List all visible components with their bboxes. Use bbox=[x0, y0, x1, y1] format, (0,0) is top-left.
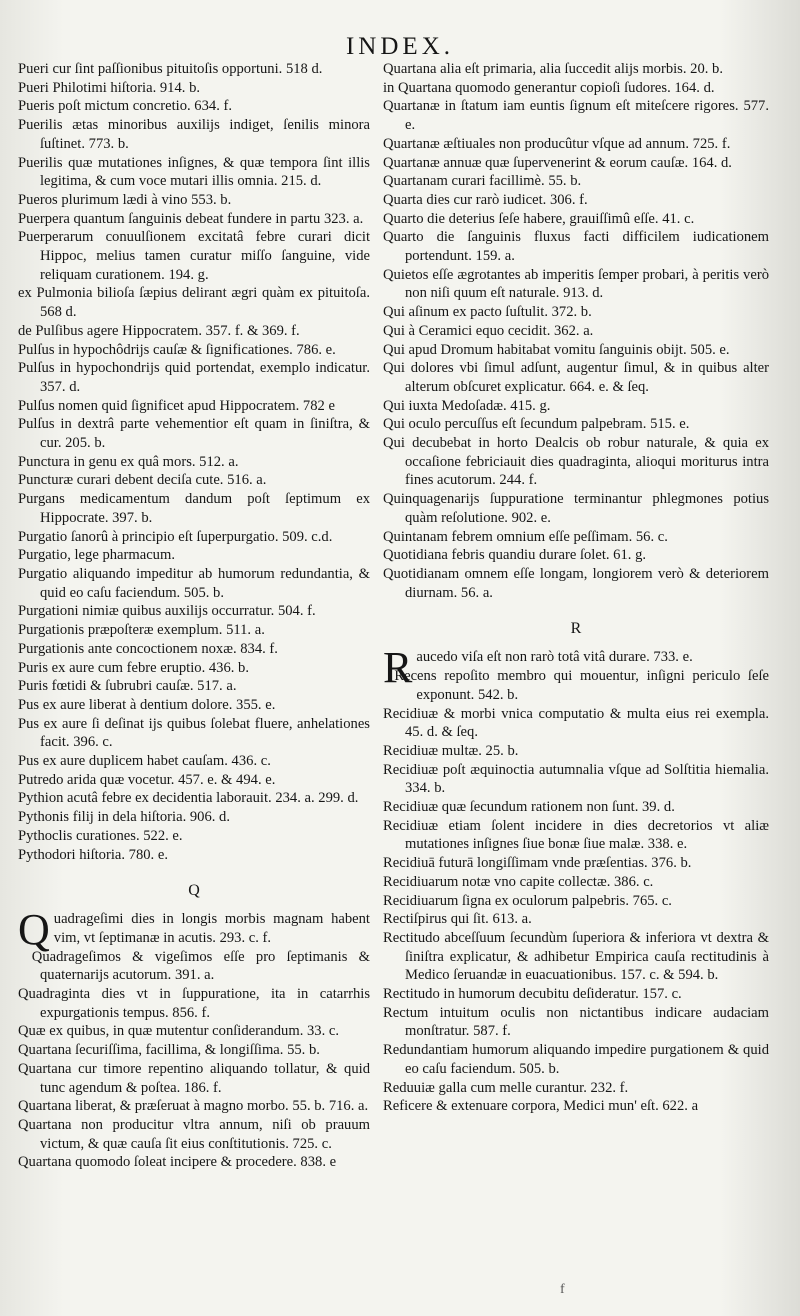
index-entry: Punctura in genu ex quâ mors. 512. a. bbox=[18, 453, 239, 470]
index-entry: Quartana cur timore repentino aliquando tollatur, & quid tunc agendum & poſtea. 186. f. bbox=[18, 1060, 370, 1096]
index-entry: Qui aſinum ex pacto ſuſtulit. 372. b. bbox=[383, 304, 592, 321]
index-entry: Pueri cur ſint paſſionibus pituitoſis opportuni. 518 d. bbox=[18, 61, 323, 77]
section-letter: Q bbox=[188, 882, 200, 900]
index-entry: Pythion acutâ febre ex decidentia laborauit. 234. a. 299. d. bbox=[18, 790, 359, 807]
index-entry: Pus ex aure liberat à dentium dolore. 355. e. bbox=[18, 696, 276, 713]
index-entry: Pueris poſt mictum concretio. 634. f. bbox=[18, 98, 233, 115]
left-column bbox=[18, 60, 370, 1172]
index-entry: Quartana non producitur vltra annum, niſi ob prauum victum, & quæ cauſa ſit eius conſtitutionis. 725. c. bbox=[18, 1116, 370, 1152]
index-entry: Qui iuxta Medoſadæ. 415. g. bbox=[383, 397, 551, 414]
index-entry: Quartanæ annuæ quæ ſupervenerint & eorum cauſæ. 164. d. bbox=[383, 154, 732, 171]
bottom-mark: f bbox=[560, 1282, 565, 1297]
index-entry: Redundantiam humorum aliquando impedire purgationem & quid eo caſu faciendum. 505. b. bbox=[383, 1042, 769, 1077]
index-entry: Pulſus in hypochôdrijs cauſæ & ſignificationes. 786. e. bbox=[18, 341, 336, 358]
index-entry: Qui dolores vbi ſimul adſunt, augentur ſimul, & in quibus alter alterum obſcuret explicatur. 664. e. & ſeq. bbox=[383, 360, 769, 395]
index-entry: Puerilis quæ mutationes inſignes, & quæ tempora ſint illis legitima, & cum voce mutari illis omnia. 215. d. bbox=[18, 154, 370, 190]
index-entry: Quartanæ in ſtatum iam euntis ſignum eſt miteſcere rigores. 577. e. bbox=[383, 98, 769, 134]
index-entry: Recidiuarum ſigna ex oculorum palpebris. 765. c. bbox=[383, 892, 672, 909]
index-entry: Qui oculo percuſſus eſt ſecundum palpebram. 515. e. bbox=[383, 416, 690, 433]
index-entry: Quadraginta dies vt in ſuppuratione, ita in catarrhis expurgationis tempus. 856. f. bbox=[18, 986, 370, 1021]
index-entry: Quartanæ æſtiuales non producûtur vſque ad annum. 725. f. bbox=[383, 135, 731, 152]
index-entry: Putredo arida quæ vocetur. 457. e. & 494. e. bbox=[18, 771, 276, 788]
index-entry: Reficere & extenuare corpora, Medici mun' eſt. 622. a bbox=[383, 1098, 699, 1115]
index-entry: Recens repoſito membro qui mouentur, inſigni periculo ſeſe exponunt. 542. b. bbox=[394, 668, 769, 703]
index-entry: Quotidiana febris quandiu durare ſolet. 61. g. bbox=[383, 547, 647, 564]
index-entry: Quinquagenarijs ſuppuratione terminantur phlegmones potius quàm reſolutione. 902. e. bbox=[383, 491, 769, 526]
index-entry: Puerilis ætas minoribus auxilijs indiget, ſenilis minora ſuſtinet. 773. b. bbox=[18, 117, 370, 152]
index-entry: Pueros plurimum lædi à vino 553. b. bbox=[18, 191, 232, 208]
index-entry: Qui apud Dromum habitabat vomitu ſanguinis obijt. 505. e. bbox=[383, 341, 730, 358]
index-entry: Pus ex aure duplicem habet cauſam. 436. c. bbox=[18, 753, 271, 770]
index-entry: Quietos eſſe ægrotantes ab imperitis ſemper probari, à peritis verò non niſi quum eſt naturale. 913. d. bbox=[383, 266, 769, 302]
index-entry: Pythonis filij in dela hiſtoria. 906. d. bbox=[18, 809, 231, 826]
index-entry: Puris fœtidi & ſubrubri cauſæ. 517. a. bbox=[18, 678, 237, 695]
drop-cap: R bbox=[383, 643, 413, 693]
index-entry: Pulſus nomen quid ſignificet apud Hippocratem. 782 e bbox=[18, 397, 335, 414]
index-entry: Recidiuæ multæ. 25. b. bbox=[383, 742, 519, 759]
index-entry: Quintanam febrem omnium eſſe peſſimam. 56. c. bbox=[383, 528, 668, 545]
index-entry: Qui decubebat in horto Dealcis ob robur naturale, & quia ex occaſione febriciauit dies quadraginta, alioqui moriturus intra fines acutorum. 244. f. bbox=[383, 435, 769, 489]
index-entry: de Pulſibus agere Hippocratem. 357. f. & 369. f. bbox=[18, 322, 300, 339]
entry-text: aucedo viſa eſt non rarò totâ vitâ durare. 733. e. bbox=[416, 649, 693, 666]
index-entry: Quartana quomodo ſoleat incipere & procedere. 838. e bbox=[18, 1154, 337, 1171]
index-entry: Pus ex aure ſi deſinat ijs quibus ſolebat fluere, anhelationes facit. 396. c. bbox=[18, 715, 370, 751]
index-entry: Recidiuæ quæ ſecundum rationem non ſunt. 39. d. bbox=[383, 799, 675, 816]
index-entry: Purgationis ante concoctionem noxæ. 834. f. bbox=[18, 640, 278, 657]
index-entry: Rectiſpirus qui ſit. 613. a. bbox=[383, 911, 532, 928]
index-entry: Quartanam curari facillimè. 55. b. bbox=[383, 173, 582, 190]
page-title: INDEX. bbox=[345, 33, 454, 60]
index-entry: Recidiuā futurā longiſſimam vnde præſentias. 376. b. bbox=[383, 855, 692, 872]
index-entry: Quæ ex quibus, in quæ mutentur conſiderandum. 33. c. bbox=[18, 1023, 340, 1040]
index-entry: Rectitudo in humorum decubitu deſideratur. 157. c. bbox=[383, 986, 682, 1003]
entry-text: uadrageſimi dies in longis morbis magnam habent vim, vt ſeptimanæ in acutis. 293. c. f. bbox=[53, 911, 370, 946]
index-entry: Quotidianam omnem eſſe longam, longiorem verò & deteriorem diurnam. 56. a. bbox=[383, 565, 769, 601]
index-entry: Purgans medicamentum dandum poſt ſeptimum ex Hippocrate. 397. b. bbox=[18, 491, 370, 526]
index-entry: Puris ex aure cum febre eruptio. 436. b. bbox=[18, 659, 249, 676]
index-entry: Pueri Philotimi hiſtoria. 914. b. bbox=[18, 79, 201, 96]
index-entry: Rectitudo abceſſuum ſecundùm ſuperiora & inferiora vt dextra & ſiniſtra explicatur, & adhibetur Empirica cauſa rectitudinis à Medico ſeruandæ in euacuationibus. 157. c. & 594. b. bbox=[383, 929, 769, 984]
index-entry: Puncturæ curari debent deciſa cute. 516. a. bbox=[18, 472, 267, 489]
drop-cap: Q bbox=[18, 905, 50, 955]
index-entry: Quartana liberat, & præſeruat à magno morbo. 55. b. 716. a. bbox=[18, 1098, 369, 1115]
index-entry: Puerpera quantum ſanguinis debeat fundere in partu 323. a. bbox=[18, 210, 364, 227]
index-entry: Purgatio ſanorû à principio eſt ſuperpurgatio. 509. c.d. bbox=[18, 528, 333, 545]
index-entry: Recidiuarum notæ vno capite collectæ. 386. c. bbox=[383, 873, 654, 890]
index-entry bbox=[18, 905, 370, 955]
index-entry: Purgationis præpoſteræ exemplum. 511. a. bbox=[18, 622, 265, 639]
index-entry: Quarto die deterius ſeſe habere, grauiſſimû eſſe. 41. c. bbox=[383, 210, 695, 227]
index-entry: Purgationi nimiæ quibus auxilijs occurratur. 504. f. bbox=[18, 603, 316, 620]
index-entry: Puerperarum conuulſionem excitatâ febre curari dicit Hippoc, melius tamen curatur miſſo ſanguine, vide reliquam curationem. 194. g. bbox=[18, 229, 370, 283]
index-entry: Reduuiæ galla cum melle curantur. 232. f. bbox=[383, 1079, 629, 1096]
index-entry: Quartana alia eſt primaria, alia ſuccedit alijs morbis. 20. b. bbox=[383, 61, 723, 77]
index-entry: Purgatio aliquando impeditur ab humorum redundantia, & quid eo caſu faciendum. 505. b. bbox=[18, 565, 370, 601]
right-column bbox=[383, 60, 769, 1116]
index-entry: Qui à Ceramici equo cecidit. 362. a. bbox=[383, 322, 594, 339]
index-entry: Purgatio, lege pharmacum. bbox=[18, 547, 175, 564]
index-entry: Recidiuæ etiam ſolent incidere in dies decretorios vt aliæ mutationes inſignes ſiue bonæ ſiue malæ. 338. e. bbox=[383, 817, 769, 853]
section-letter: R bbox=[570, 620, 582, 638]
index-entry: ex Pulmonia bilioſa ſæpius delirant ægri quàm ex pituitoſa. 568 d. bbox=[18, 285, 370, 321]
index-entry: Pythodori hiſtoria. 780. e. bbox=[18, 846, 168, 863]
index-entry: Quarta dies cur rarò iudicet. 306. f. bbox=[383, 191, 588, 208]
index-entry: Quartana ſecuriſſima, facillima, & longiſſima. 55. b. bbox=[18, 1042, 320, 1059]
index-entry: Recidiuæ & morbi vnica computatio & multa eius rei exempla. 45. d. & ſeq. bbox=[383, 705, 769, 741]
index-entry: in Quartana quomodo generantur copioſi ſudores. 164. d. bbox=[383, 79, 715, 96]
index-entry: Quadrageſimos & vigeſimos eſſe pro ſeptimanis & quaternarijs acutorum. 391. a. bbox=[31, 948, 370, 984]
index-entry: Rectum intuitum oculis non nictantibus indicare audaciam monſtratur. 587. f. bbox=[383, 1004, 769, 1040]
index-entry: Pulſus in dextrâ parte vehementior eſt quam in ſiniſtra, & cur. 205. b. bbox=[18, 416, 370, 452]
index-entry: Recidiuæ poſt æquinoctia autumnalia vſque ad Solſtitia hiemalia. 334. b. bbox=[383, 761, 769, 797]
index-entry: Quarto die ſanguinis fluxus facti difficilem iudicationem portendunt. 159. a. bbox=[383, 229, 769, 265]
index-entry: Pythoclis curationes. 522. e. bbox=[18, 827, 183, 844]
index-entry: Pulſus in hypochondrijs quid portendat, exemplo indicatur. 357. d. bbox=[18, 360, 370, 395]
